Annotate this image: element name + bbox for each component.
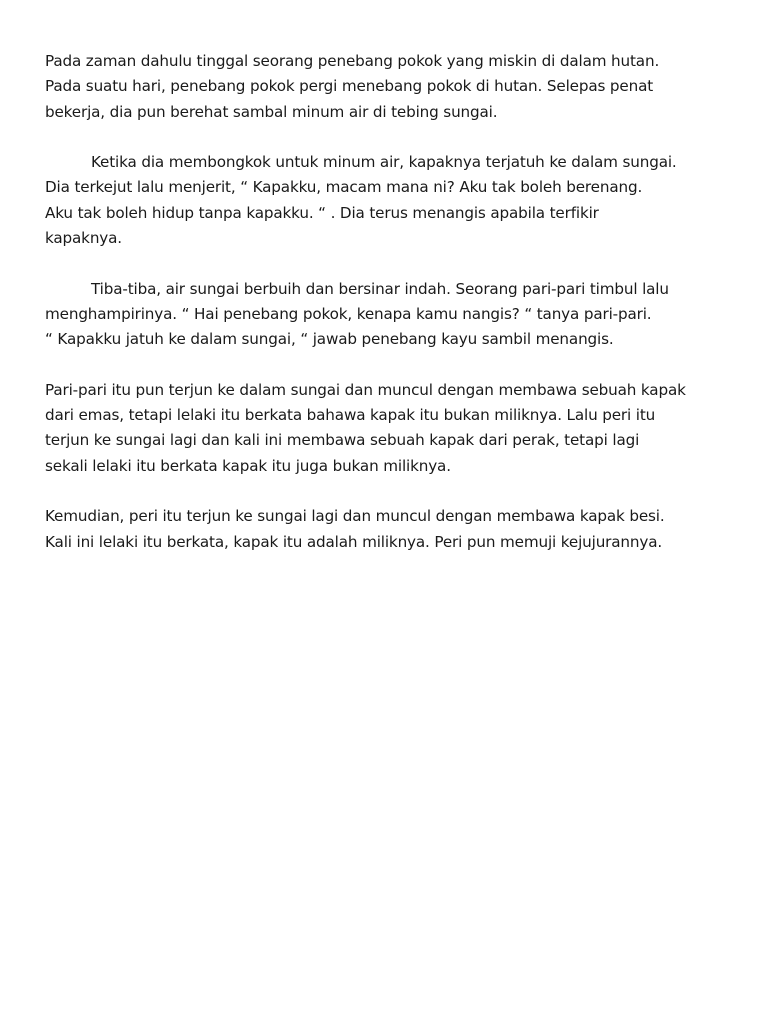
text-line: Dia terkejut lalu menjerit, “ Kapakku, macam mana ni? Aku tak boleh berenang. bbox=[45, 178, 643, 197]
text-line: menghampirinya. “ Hai penebang pokok, kenapa kamu nangis? “ tanya pari-pari. bbox=[45, 304, 652, 323]
text-line: Aku tak boleh hidup tanpa kapakku. “ . Dia terus menangis apabila terfikir bbox=[45, 203, 599, 222]
text-line: Pada suatu hari, penebang pokok pergi menebang pokok di hutan. Selepas penat bbox=[45, 77, 654, 96]
text-line: Pari-pari itu pun terjun ke dalam sungai dan muncul dengan membawa sebuah kapak bbox=[45, 380, 686, 399]
text-line: dari emas, tetapi lelaki itu berkata bahawa kapak itu bukan miliknya. Lalu peri itu bbox=[45, 406, 656, 425]
paragraph-1 bbox=[45, 49, 745, 125]
paragraph-5 bbox=[45, 504, 745, 555]
text-line: Tiba-tiba, air sungai berbuih dan bersinar indah. Seorang pari-pari timbul lalu bbox=[91, 279, 669, 298]
text-line: terjun ke sungai lagi dan kali ini membawa sebuah kapak dari perak, tetapi lagi bbox=[45, 431, 640, 450]
paragraph-4 bbox=[45, 378, 745, 479]
text-line: Kemudian, peri itu terjun ke sungai lagi dan muncul dengan membawa kapak besi. bbox=[45, 507, 665, 526]
text-line: kapaknya. bbox=[45, 229, 122, 248]
text-line: bekerja, dia pun berehat sambal minum air di tebing sungai. bbox=[45, 102, 498, 121]
story-text bbox=[45, 49, 745, 580]
text-line: Ketika dia membongkok untuk minum air, kapaknya terjatuh ke dalam sungai. bbox=[91, 153, 677, 172]
text-line: sekali lelaki itu berkata kapak itu juga bukan miliknya. bbox=[45, 456, 451, 475]
text-line: Kali ini lelaki itu berkata, kapak itu adalah miliknya. Peri pun memuji kejujurannya. bbox=[45, 532, 663, 551]
paragraph-2 bbox=[45, 150, 745, 251]
paragraph-3 bbox=[45, 277, 745, 353]
text-line: Pada zaman dahulu tinggal seorang penebang pokok yang miskin di dalam hutan. bbox=[45, 52, 660, 70]
text-line: “ Kapakku jatuh ke dalam sungai, “ jawab penebang kayu sambil menangis. bbox=[45, 330, 614, 349]
